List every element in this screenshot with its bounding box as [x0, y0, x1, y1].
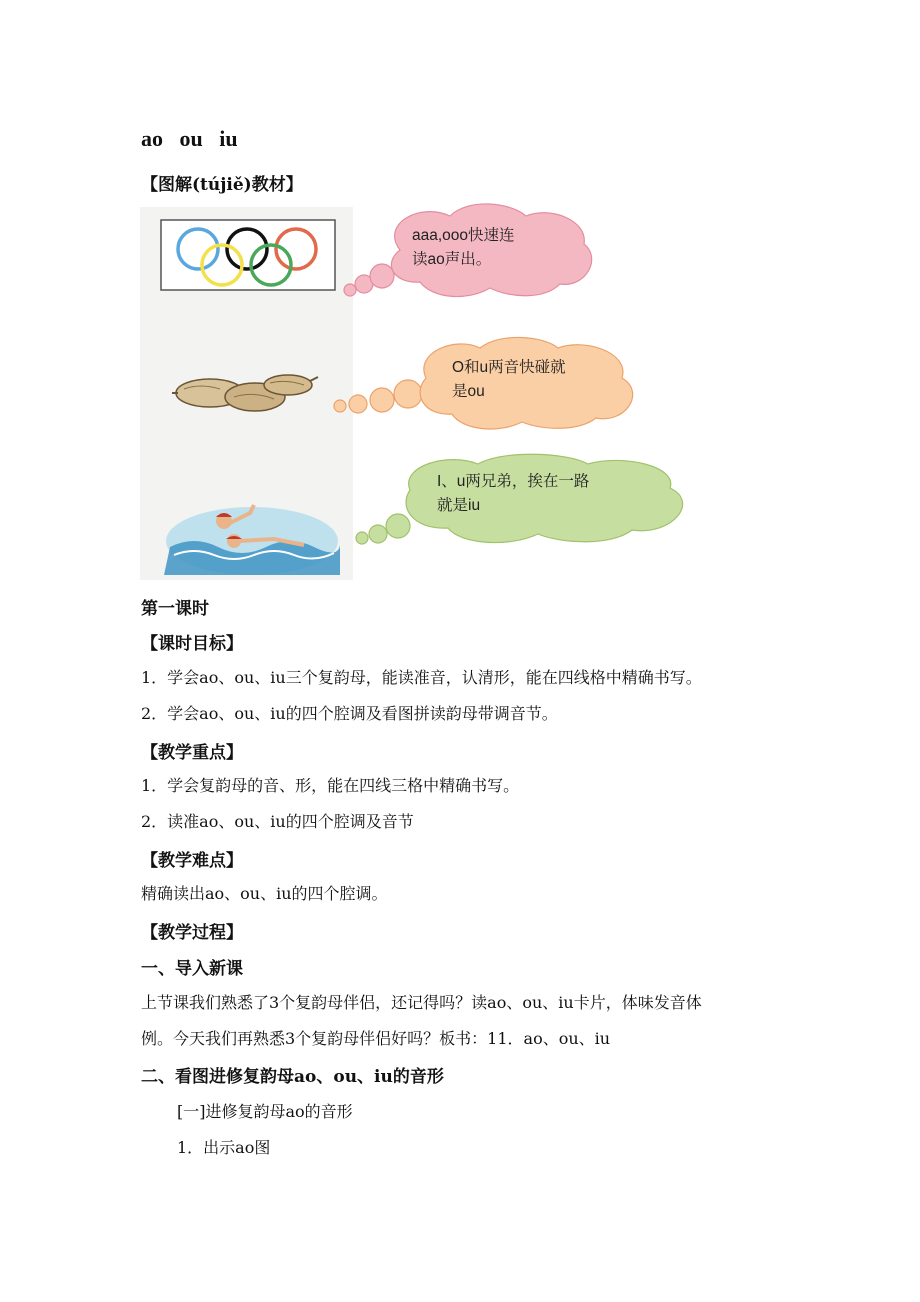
- part-2-heading: 二、看图进修复韵母ao、ou、iu的音形: [141, 1067, 444, 1087]
- part-1-line-1: 上节课我们熟悉了3个复韵母伴侣，还记得吗？读ao、ou、iu卡片，体味发音体: [141, 993, 702, 1012]
- key-points-heading: 【教学重点】: [141, 743, 243, 763]
- swimmer-image: [164, 495, 340, 577]
- bubble-1-text: aaa,ooo快速连 读ao声出。: [412, 227, 515, 268]
- goals-heading: 【课时目标】: [141, 634, 243, 654]
- part-1-line-2: 例。今天我们再熟悉3个复韵母伴侣好吗？板书：11．ao、ou、iu: [141, 1029, 611, 1048]
- olympic-rings-image: [160, 219, 336, 291]
- lesson-1-heading: 第一课时: [141, 599, 209, 619]
- part-1-heading: 一、导入新课: [141, 959, 243, 979]
- key-point-2: 2．读准ao、ou、iu的四个腔调及音节: [141, 812, 414, 831]
- process-heading: 【教学过程】: [141, 923, 243, 943]
- difficulty-heading: 【教学难点】: [141, 851, 243, 871]
- part-2-subheading: [一]进修复韵母ao的音形: [177, 1102, 353, 1121]
- lotus-root-image: [170, 367, 320, 419]
- bubble-3-text: I、u两兄弟，挨在一路 就是iu: [437, 473, 590, 514]
- difficulty-text: 精确读出ao、ou、iu的四个腔调。: [141, 884, 388, 903]
- page-title: ao ou iu: [141, 126, 238, 151]
- illustration-panel: [140, 207, 353, 580]
- key-point-1: 1．学会复韵母的音、形，能在四线三格中精确书写。: [141, 776, 520, 795]
- bubble-2-text: O和u两音快碰就 是ou: [452, 359, 566, 400]
- goal-item-1: 1．学会ao、ou、iu三个复韵母，能读准音，认清形，能在四线格中精确书写。: [141, 668, 702, 687]
- section-illustrated-heading: 【图解(tújiě)教材】: [141, 175, 303, 195]
- part-2-item-1: 1．出示ao图: [177, 1138, 271, 1157]
- goal-item-2: 2．学会ao、ou、iu的四个腔调及看图拼读韵母带调音节。: [141, 704, 558, 723]
